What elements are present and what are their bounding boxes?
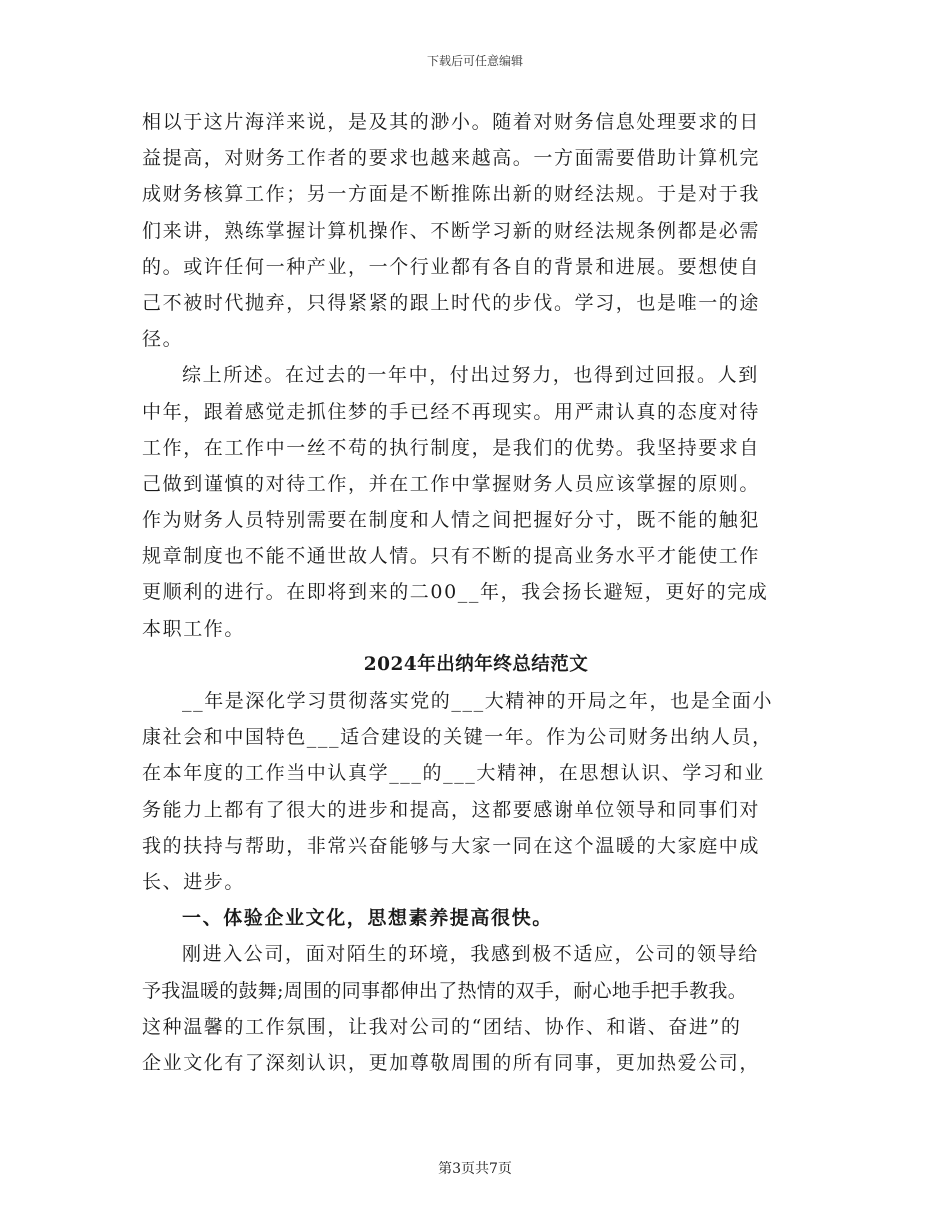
body-line: 的。或许任何一种产业，一个行业都有各自的背景和进展。要想使自 — [142, 255, 761, 278]
body-line: 径。 — [142, 328, 184, 351]
body-line: 务能力上都有了很大的进步和提高，这都要感谢单位领导和同事们对 — [142, 798, 761, 821]
body-line: 作为财务人员特别需要在制度和人情之间把握好分寸，既不能的触犯 — [142, 509, 761, 532]
header-note: 下载后可任意编辑 — [426, 54, 523, 68]
body-line: 规章制度也不能不通世故人情。只有不断的提高业务水平才能使工作 — [142, 545, 761, 568]
body-line: 己做到谨慎的对待工作，并在工作中掌握财务人员应该掌握的原则。 — [142, 472, 761, 495]
body-line: 予我温暖的鼓舞;周围的同事都伸出了热情的双手，耐心地手把手教我。 — [142, 979, 748, 1002]
section-title: 2024年出纳年终总结范文 — [363, 653, 589, 675]
body-line: 们来讲，熟练掌握计算机操作、不断学习新的财经法规条例都是必需 — [142, 219, 761, 242]
body-line: 康社会和中国特色___适合建设的关键一年。作为公司财务出纳人员， — [142, 726, 773, 749]
paragraph-start-line: __年是深化学习贯彻落实党的___大精神的开局之年，也是全面小 — [182, 690, 774, 712]
body-line: 这种温馨的工作氛围，让我对公司的“团结、协作、和谐、奋进”的 — [142, 1015, 742, 1038]
body-line: 中年，跟着感觉走抓住梦的手已经不再现实。用严肃认真的态度对待 — [142, 400, 761, 423]
body-line: 益提高，对财务工作者的要求也越来越高。一方面需要借助计算机完 — [142, 147, 761, 170]
body-line: 更顺利的进行。在即将到来的二00__年，我会扬长避短，更好的完成 — [142, 581, 769, 604]
subsection-heading: 一、体验企业文化，思想素养提高很快。 — [182, 907, 553, 930]
body-line: 成财务核算工作；另一方面是不断推陈出新的财经法规。于是对于我 — [142, 183, 761, 206]
document-body — [142, 104, 810, 1081]
body-line: 我的扶持与帮助，非常兴奋能够与大家一同在这个温暖的大家庭中成 — [142, 834, 761, 857]
body-line: 本职工作。 — [142, 617, 246, 640]
paragraph-start-line: 综上所述。在过去的一年中，付出过努力，也得到过回报。人到 — [182, 364, 759, 387]
page-number: 第3页共7页 — [438, 1161, 512, 1177]
body-line: 己不被时代抛弃，只得紧紧的跟上时代的步伐。学习，也是唯一的途 — [142, 291, 761, 314]
body-line: 相以于这片海洋来说，是及其的渺小。随着对财务信息处理要求的日 — [142, 111, 761, 133]
body-line: 在本年度的工作当中认真学___的___大精神，在思想认识、学习和业 — [142, 762, 765, 785]
body-line: 长、进步。 — [142, 870, 246, 893]
body-line: 工作，在工作中一丝不苟的执行制度，是我们的优势。我坚持要求自 — [142, 436, 761, 459]
paragraph-start-line: 刚进入公司，面对陌生的环境，我感到极不适应，公司的领导给 — [182, 943, 759, 966]
body-line: 企业文化有了深刻认识，更加尊敬周围的所有同事，更加热爱公司， — [142, 1051, 761, 1074]
